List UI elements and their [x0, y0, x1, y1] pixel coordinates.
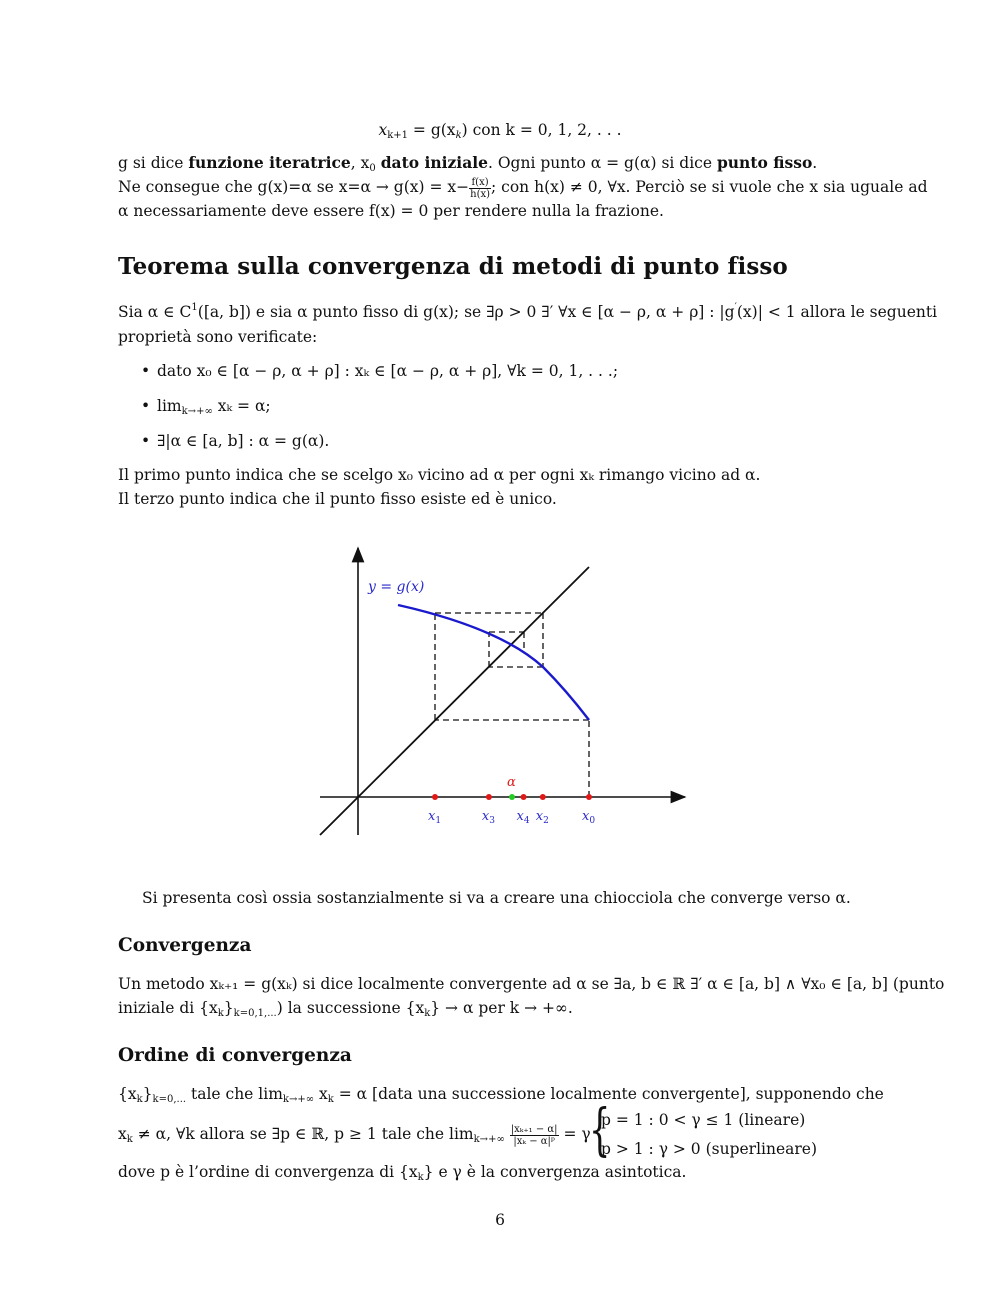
definition-line-1: g si dice funzione iteratrice, $x_0$ dato iniziale. Ogni punto α = g(α) si dice punto fisso. — [118, 153, 818, 174]
remark-line-1: Il primo punto indica che se scelgo x₀ vicino ad α per ogni xₖ rimango vicino ad α. — [118, 466, 761, 484]
ordine-title: Ordine di convergenza — [118, 1045, 352, 1066]
iterate-point — [521, 794, 527, 800]
iterate-label: $x_3$ — [481, 809, 495, 826]
remark-line-2: Il terzo punto indica che il punto fisso esiste ed è unico. — [118, 490, 557, 508]
cobweb-path — [435, 613, 589, 797]
definition-line-2: Ne consegue che g(x)=α se x=α → g(x) = x− $\frac{f(x)}{h(x)}$ ; con h(x) ≠ 0, ∀x. Perciò se si vuole che x sia uguale ad — [118, 176, 928, 200]
cobweb-figure — [310, 540, 700, 840]
iterate-label: $x_0$ — [582, 809, 596, 826]
definition-line-3: α necessariamente deve essere f(x) = 0 per rendere nulla la frazione. — [118, 202, 664, 220]
alpha-point — [509, 794, 515, 800]
ordine-line-2: $x_k \ne \alpha$, ∀k allora se ∃p ∈ ℝ, p ≥ 1 tale che $\lim_{k\to+\infty}$ $\frac{\text{|xₖ₊₁ − α|}}{\text{|xₖ − α|ᵖ}}$ = γ — [118, 1123, 591, 1147]
iterate-label: $x_2$ — [535, 809, 549, 826]
figure-caption: Si presenta così ossia sostanzialmente si va a creare una chiocciola che converge verso α. — [142, 889, 851, 907]
iterate-label: $x_4$ — [516, 809, 530, 826]
convergenza-line-2: iniziale di $\{x_k\}_{k=0,1,...}$) la successione $\{x_k\} \to \alpha$ per k → +∞. — [118, 999, 573, 1019]
convergenza-title: Convergenza — [118, 935, 252, 956]
axis-point-labels — [428, 809, 595, 826]
bullet-icon: • — [141, 397, 151, 415]
alpha-label: α — [507, 775, 516, 790]
curve-label: y = g(x) — [368, 579, 425, 595]
convergenza-line-1: Un metodo xₖ₊₁ = g(xₖ) si dice localmente convergente ad α se ∃a, b ∈ ℝ ∃′ α ∈ [a, b] ∧ ∀x₀ ∈ [a, b] (punto — [118, 975, 945, 993]
page-number: 6 — [495, 1211, 505, 1229]
bisector-line — [320, 567, 589, 835]
property-item-2: • $\lim_{k\to+\infty} x_k = \alpha$; — [141, 394, 271, 418]
theorem-line-1: Sia α ∈ $C^1([a$, b]) e sia α punto fisso di g(x); se ∃ρ > 0 ∃′ ∀x ∈ [α − ρ, α + ρ] : |g′(x)| < 1 allora le seguenti — [118, 302, 938, 321]
property-item-1: • dato x₀ ∈ [α − ρ, α + ρ] : xₖ ∈ [α − ρ, α + ρ], ∀k = 0, 1, . . .; — [141, 359, 618, 383]
fraction-f-over-h: $\frac{f(x)}{h(x)}$ — [470, 176, 491, 200]
iterate-point — [540, 794, 546, 800]
iterate-label: $x_1$ — [428, 809, 442, 826]
fraction-order: $\frac{\text{|xₖ₊₁ − α|}}{\text{|xₖ − α|ᵖ}}$ — [510, 1123, 558, 1147]
iterate-point — [586, 794, 592, 800]
bullet-icon: • — [141, 362, 151, 380]
ordine-line-3: dove p è l’ordine di convergenza di $\{x_k\}$ e γ è la convergenza asintotica. — [118, 1163, 687, 1183]
case-superlinear: p > 1 : γ > 0 (superlineare) — [601, 1140, 818, 1158]
property-item-3: • ∃|α ∈ [a, b] : α = g(α). — [141, 429, 329, 453]
ordine-line-1: $\{x_k\}_{k=0,...}$ tale che $\lim_{k\to+\infty} x_k = \alpha$ [data una successione localmente convergente], supponendo che — [118, 1085, 884, 1105]
cases-block — [589, 1098, 849, 1163]
left-brace: { — [589, 1098, 611, 1163]
iterate-point — [486, 794, 492, 800]
theorem-line-2: proprietà sono verificate: — [118, 328, 318, 346]
iterate-point — [432, 794, 438, 800]
case-linear: p = 1 : 0 < γ ≤ 1 (lineare) — [601, 1111, 806, 1129]
section-title: Teorema sulla convergenza di metodi di punto fisso — [118, 253, 788, 280]
iteration-formula: $x_{k+1} = g(x_k)$ con k = 0, 1, 2, . . . — [378, 121, 622, 141]
bullet-icon: • — [141, 432, 151, 450]
